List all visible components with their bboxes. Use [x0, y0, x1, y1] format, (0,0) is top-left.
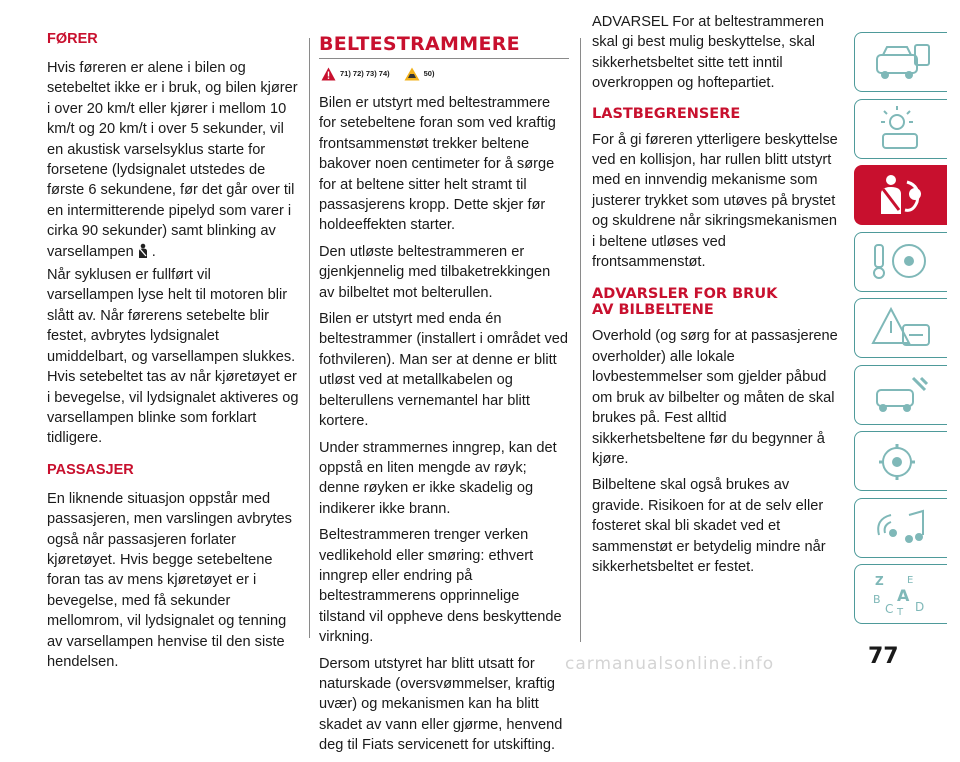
emergency-icon — [869, 305, 935, 351]
beltestrammere-paragraph-3: Bilen er utstyrt med enda én beltestrammer (installert i området ved fothvileren). Man ser at denne er blitt utløst ved at metallkabelen og belterullens vernemantel har blitt kortere. — [319, 311, 568, 430]
danger-triangle-icon — [321, 67, 336, 81]
column-middle — [319, 0, 569, 762]
tab-starting-driving[interactable] — [854, 232, 947, 292]
passasjer-heading: PASSASJER — [47, 461, 134, 478]
tab-maintenance[interactable] — [854, 365, 947, 425]
starting-driving-icon — [869, 239, 935, 285]
tab-technical-data[interactable] — [854, 431, 947, 491]
tab-multimedia[interactable] — [854, 498, 947, 558]
beltestrammere-heading: BELTESTRAMMERE — [319, 32, 569, 59]
index-letter-b: B — [873, 593, 881, 606]
beltestrammere-paragraph-2: Den utløste beltestrammeren er gjenkjennelig med tilbaketrekkingen av bilbeltet mot belterullen. — [319, 243, 551, 301]
index-icon — [869, 571, 935, 617]
tab-emergency[interactable] — [854, 298, 947, 358]
column-divider-1 — [309, 38, 310, 638]
index-letter-t: T — [897, 607, 904, 617]
multimedia-icon — [869, 505, 935, 551]
tab-dashboard[interactable] — [854, 32, 947, 92]
forer-paragraph-2: Når syklusen er fullført vil varsellampen lyse helt til motoren blir slått av. Når førerens setebelte blir festet, avbrytes lydsignalet umiddelbart, og varsellampen slukkes. — [47, 267, 296, 365]
index-letter-z: Z — [875, 574, 884, 588]
index-letter-d: D — [915, 600, 925, 614]
maintenance-icon — [869, 372, 935, 418]
warning-lights-icon — [869, 106, 935, 152]
column-divider-2 — [580, 38, 581, 642]
page-number: 77 — [868, 644, 899, 669]
forer-paragraph-1 — [47, 58, 299, 265]
beltestrammere-paragraph-1: Bilen er utstyrt med beltestrammere for setebeltene foran som ved kraftig frontsammenstøt trekker beltene bakover noen centimeter for å sørge for at beltene sitter helt stramt til passasjerens kropp. Dette skjer før holdeeffekten starter. — [319, 95, 556, 234]
warning-reference-numbers: 71) 72) 73) 74) — [340, 68, 390, 78]
index-letter-a: A — [897, 586, 910, 605]
caution-triangle-icon — [404, 67, 420, 81]
forer-heading: FØRER — [47, 31, 98, 47]
advarsler-paragraph-2: Bilbeltene skal også brukes av gravide. Risikoen for at de selv eller fosteret skal bli skadet ved et sammenstøt er betydelig mindre når sikkerhetsbeltet er festet. — [592, 477, 826, 575]
warning-references — [321, 65, 569, 83]
lastbegrensere-heading: LASTBEGRENSERE — [592, 105, 741, 122]
tab-safety[interactable] — [854, 165, 947, 225]
beltestrammere-paragraph-6: Dersom utstyret har blitt utsatt for naturskade (oversvømmelser, kraftig uvær) og mekanismen kan ha blitt skadet av vann eller gjørme, henvend deg til Fiats servicenett for utskifting. — [319, 655, 563, 754]
index-letter-c: C — [885, 602, 894, 616]
forer-paragraph-3: Hvis setebeltet tas av når kjøretøyet er i bevegelse, vil lydsignalet aktiveres og varsellampen blinke som forklart tidligere. — [47, 369, 299, 447]
beltestrammere-paragraph-4: Under strammernes inngrep, kan det oppstå en liten mengde av røyk; denne røyken er ikke skadelig og indikerer ikke brann. — [319, 439, 557, 517]
beltestrammere-paragraph-5: Beltestrammeren trenger verken vedlikehold eller smøring: ethvert inngrep eller endring på beltestrammerens opprinnelige tilstand vil oppheve dens beskyttende virkning. — [319, 527, 562, 646]
tab-warning-lights[interactable] — [854, 99, 947, 159]
lastbegrensere-paragraph: For å gi føreren ytterligere beskyttelse ved en kollisjon, har rullen blitt utstyrt med en innvendig mekanisme som justerer trykket som utøves på brystet og skuldrene når sikringsmekanismen i beltene utløses ved frontsammenstøt. — [592, 131, 838, 271]
forer-paragraph-1-text: Hvis føreren er alene i bilen og setebeltet ikke er i bruk, og bilen kjører i over 20 km/t eller kjører i mellom 10 km/t og 20 km/t i over 5 sekunder, vil en akustisk varselsyklus starte for forsetene (lydsignalet utstedes de første 6 sekundene, før det går over til en intermitterende pipelyd som varer i cirka 90 sekunder) samt blinking av varsellampen — [47, 60, 298, 260]
advarsel-paragraph: ADVARSEL For at beltestrammeren skal gi best mulig beskyttelse, skal sikkerhetsbeltet sitte tett inntil overkroppen og hoftepartiet. — [592, 14, 824, 92]
chapter-tabs — [854, 32, 960, 631]
column-left — [47, 0, 299, 678]
advarsler-heading: ADVARSLER FOR BRUK AV BILBELTENE — [592, 286, 778, 319]
technical-data-icon — [869, 438, 935, 484]
index-letter-e: E — [907, 575, 914, 586]
column-right — [592, 0, 842, 583]
tab-index[interactable] — [854, 564, 947, 624]
advarsler-paragraph-1: Overhold (og sørg for at passasjerene overholder) alle lokale lovbestemmelser som gjelder påbud om bruk av bilbelter og måten de skal brukes på. Fest alltid sikkerhetsbeltene før du begynner å kjøre. — [592, 328, 838, 467]
passasjer-paragraph: En liknende situasjon oppstår med passasjeren, men varslingen avbrytes også når passasjeren forlater kjøretøyet. Hvis begge setebeltene foran tas av mens kjøretøyet er i bevegelse, med få sekunder mellomrom, vil lydsignalet og tenning av varsellampen henvise til den siste hendelsen. — [47, 490, 292, 670]
car-dashboard-icon — [869, 39, 935, 85]
seatbelt-warning-icon — [136, 243, 150, 265]
footer-watermark: carmanualsonline.info — [565, 654, 775, 674]
safety-seatbelt-icon — [869, 172, 935, 218]
forer-paragraph-1-end: . — [151, 243, 156, 260]
caution-reference-number: 50) — [423, 68, 435, 78]
